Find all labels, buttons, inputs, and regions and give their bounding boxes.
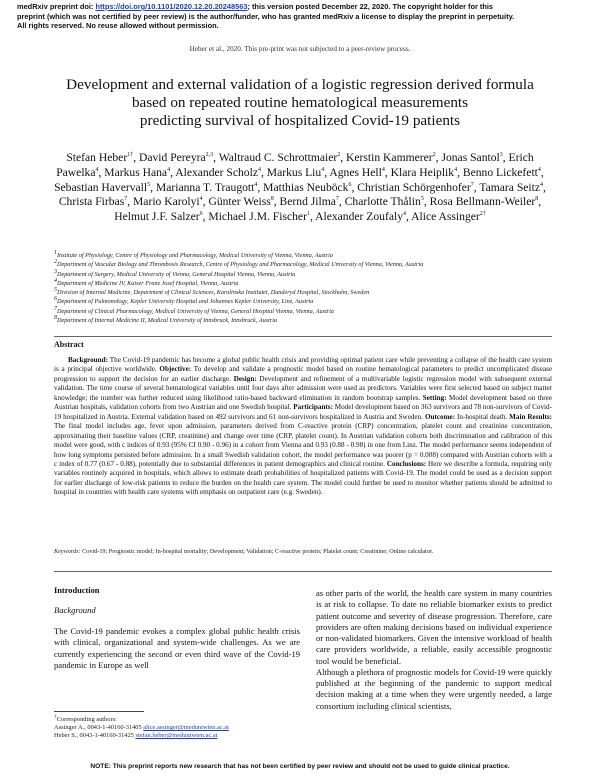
running-header: Heber et al., 2020. This pre-print was not subjected to a peer-review process.	[189, 45, 411, 53]
medrxiv-disclaimer: NOTE: This preprint reports new research that has not been certified by peer review and should not be used to guide clinical practice.	[90, 763, 510, 770]
author-name: Klara Heiplik	[390, 165, 455, 179]
abstract-top-rule	[54, 336, 552, 337]
author: David Pereyra$^{2,3}$,	[138, 151, 219, 164]
author: Benno Lickefett$^4$,	[462, 165, 544, 179]
author-affiliation-marker: 2,3	[205, 152, 214, 159]
author: Bernd Jilma$^7$,	[279, 195, 345, 209]
author: Charlotte Thålin$^5$,	[344, 195, 430, 209]
author-affiliation-marker: 6	[199, 211, 203, 218]
author-affiliation-marker: 4	[254, 181, 258, 188]
keywords-label: Keywords:	[54, 548, 81, 555]
author: Klara Heiplik$^4$,	[390, 165, 463, 179]
author: Matthias Neuböck$^6$,	[263, 180, 358, 194]
right-paragraph-2: Although a plethora of prognostic models for Covid-19 were quickly published at the beginning of the pandemic to support medical decision making at a time when they were urgently needed, a large consortium including clinical scientists,	[316, 666, 552, 711]
preprint-header-line1: medRxiv preprint doi: https://doi.org/10.1101/2020.12.20.20248563; this version posted December 22, 2020. The copyright holder for this	[17, 2, 494, 11]
abstract-section-label: Background:	[68, 356, 108, 364]
author-affiliation-marker: 2	[432, 152, 436, 159]
keywords	[54, 548, 552, 556]
author-name: Charlotte Thålin	[344, 195, 421, 209]
author-affiliation-marker: 7	[335, 196, 339, 203]
author-affiliation-marker: 1†	[127, 152, 134, 159]
author-name: Erich Pawelka	[56, 151, 534, 179]
title-line-3: predicting survival of hospitalized Covid-19 patients	[139, 111, 461, 129]
author-name: Kerstin Kammerer	[346, 151, 433, 164]
footnote-heber: Heber S., 0043-1-40160-31425 stefan.heber@meduniwien.ac.at	[54, 732, 218, 740]
title-line-2: based on repeated routine hematological measurements	[131, 93, 469, 111]
author-affiliation-marker: 6	[348, 181, 352, 188]
author: Christa Firbas$^7$,	[58, 195, 133, 209]
affiliation: $^7$Department of Clinical Pharmacology, Medical University of Vienna, General Hospital Vienna, Vienna, Austria	[54, 305, 334, 315]
author-name: Michael J.M. Fischer	[208, 210, 307, 224]
author-affiliation-marker: 1	[306, 211, 310, 218]
author: Markus Hana$^4$,	[104, 165, 176, 179]
abstract-section-label: Main Results:	[509, 412, 552, 421]
right-paragraph-1: as other parts of the world, the health care system in many countries is at risk to collapse. To date no reliable biomarker exists to predict patient outcome and severity of disease progression. Therefore, care providers are often making decisions based on individual experience or non-validated biomarkers. Given the intensive workload of health care providers worldwide, a reliable, easily accessible prognostic tool would be beneficial.	[316, 588, 552, 666]
abstract-section-text: In-hospital death.	[455, 412, 510, 421]
author-affiliation-marker: 4	[381, 166, 385, 173]
author-affiliation-marker: 4	[199, 196, 203, 203]
abstract-section-text: Model development based on 363 survivors and 78 non-survivors of Covid-19 hospitalized in Austria. External validation based on 492 survivors and 61 non-survivors hospitalized in Austria and Sweden.	[54, 403, 552, 421]
abstract-section-label: Conclusions:	[386, 459, 427, 468]
abstract-section-text: Development and refinement of a multivariable logistic regression model with subsequent external validation. The time course of several hematological variables until four days after admission were used as predictors. Variables were first selected based on subject matter knowledge; the number was further reduced using likelihood ratio-based backward elimination in random bootstrap samples.	[54, 374, 552, 402]
author-affiliation-marker: 7	[124, 196, 128, 203]
affiliation: $^2$Department of Vascular Biology and Thrombosis Research, Centre of Physiology and Pharmacology, Medical University of Vienna, Vienna, Austria	[54, 259, 424, 269]
author-affiliation-marker: 4	[540, 181, 543, 188]
affiliation: $^5$Division of Internal Medicine, Department of Clinical Sciences, Karolinska Institutet, Danderyd Hospital, Stockholm, Sweden	[54, 287, 370, 297]
author: Mario Karolyi$^4$,	[133, 195, 209, 209]
author-name: Günter Weiss	[208, 195, 271, 209]
author-name: Markus Hana	[104, 165, 168, 179]
author-list	[50, 151, 550, 225]
keywords-text: Covid-19; Prognostic model; In-hospital mortality; Development; Validation; C-reactive protein; Platelet count; Creatinine; Online calculator.	[80, 548, 434, 555]
author-name: Christa Firbas	[58, 195, 125, 209]
abstract-section-label: Setting:	[422, 393, 447, 402]
author-name: Matthias Neuböck	[263, 180, 349, 194]
left-column	[54, 586, 300, 671]
footnote-label: †Corresponding authors:	[54, 714, 117, 724]
affiliation: $^4$Department of Medicine IV, Kaiser Franz Josef Hospital, Vienna, Austria	[54, 277, 239, 287]
abstract-section-text: To develop and validate a prognostic model based on routine hematological parameters to predict uncomplicated disease progression to support the decision for an earlier discharge.	[54, 365, 552, 383]
author	[411, 210, 486, 223]
abstract-heading: Abstract	[54, 340, 84, 349]
author-affiliation-marker: 4	[321, 166, 325, 173]
abstract-section-label: Participants:	[293, 403, 333, 412]
preprint-header	[17, 2, 587, 31]
email-link-heber[interactable]: stefan.heber@meduniwien.ac.at	[135, 732, 218, 740]
author-affiliation-marker: 7	[470, 181, 474, 188]
author: Markus Liu$^4$,	[266, 165, 330, 179]
author: Erich Pawelka$^4$,	[56, 151, 534, 179]
author-affiliation-marker: 4	[403, 211, 406, 218]
abstract-section-label: Objective:	[159, 365, 192, 374]
email-link-assinger[interactable]: alice.assinger@meduniwien.ac.at	[143, 724, 229, 732]
affiliation: $^3$Department of Surgery, Medical University of Vienna, General Hospital Vienna, Vienna, Austria	[54, 268, 296, 278]
author-name: Helmut J.F. Salzer	[114, 210, 200, 224]
paper-title	[40, 76, 560, 129]
preprint-header-line2: preprint (which was not certified by peer review) is the author/funder, who has granted medRxiv a license to display the preprint in perpetuity.	[17, 11, 515, 21]
abstract-section-label: Design:	[233, 374, 257, 383]
author-affiliation-marker: 5	[420, 196, 424, 203]
background-heading: Background	[54, 605, 96, 615]
author-affiliation-marker: 8	[535, 196, 539, 203]
author-name: Agnes Hell	[329, 165, 382, 179]
author-affiliation-marker: 4	[167, 166, 171, 173]
abstract-section-text: The final model includes age, fever upon admission, parameters derived from C-reactive protein (CRP) concentration, platelet count and creatinine concentration, approximating their baseline values (CRP, creatinine) and change over time (CRP, platelet count). In Austrian validation cohorts both discrimination and calibration of this model were good, with c indices of 0.93 (95% CI 0.90 - 0.96) in a cohort from Vienna and 0.93 (0.88 - 0.98) in one from Linz. The model performance seems independent of how long symptoms persisted before admission. In a small Swedish validation cohort, the model performance was poorer (p = 0.008) compared with Austrian cohorts with a c index of 0.77 (0.67 - 0.88), potentially due to substantial differences in patient demographics and clinical routine.	[54, 422, 552, 468]
affiliation: $^6$Department of Pulmonology, Kepler University Hospital and Johannes Kepler University, Linz, Austria	[54, 296, 314, 306]
author-name: Markus Liu	[266, 165, 322, 179]
author-name: Benno Lickefett	[462, 165, 538, 179]
author-name: Stefan Heber	[66, 151, 128, 164]
affiliation: $^1$Institute of Physiology, Centre of Physiology and Pharmacology, Medical University of Vienna, Vienna, Austria	[54, 249, 333, 259]
author: Waltraud C. Schrottmaier$^2$,	[218, 151, 347, 164]
right-column	[316, 588, 552, 712]
footnote-rule	[54, 711, 144, 712]
author-affiliation-marker: 3	[499, 152, 503, 159]
introduction-heading: Introduction	[54, 586, 100, 595]
author-name: Tamara Seitz	[479, 180, 540, 194]
author: Tamara Seitz$^4$,	[479, 180, 546, 194]
abstract-section-text: Model development based on three Austrian hospitals, validation cohorts from two Austrian and one Swedish hospital.	[54, 393, 552, 412]
author-name: Bernd Jilma	[279, 195, 336, 209]
author: Jonas Santol$^3$,	[441, 151, 509, 164]
author-name: Waltraud C. Schrottmaier	[218, 151, 338, 164]
corresponding-authors-footnote	[54, 713, 314, 740]
author-name: Mario Karolyi	[133, 195, 200, 209]
author-affiliation-marker: 5	[147, 181, 151, 188]
abstract-bottom-rule	[54, 571, 552, 572]
abstract-body	[54, 356, 552, 498]
author-affiliation-marker: 4	[454, 166, 458, 173]
author: Michael J.M. Fischer$^1$,	[208, 210, 316, 224]
author-affiliation-marker: 2	[337, 152, 341, 159]
author-affiliation-marker: 2†	[479, 211, 486, 218]
author-affiliation-marker: 4	[537, 166, 541, 173]
author-affiliation-marker: 8	[270, 196, 274, 203]
author: Agnes Hell$^4$,	[329, 165, 391, 179]
author: Günter Weiss$^8$,	[208, 195, 280, 209]
author-name: Rosa Bellmann-Weiler	[429, 195, 536, 209]
author: Alexander Zoufaly$^4$,	[315, 210, 412, 224]
author: Kerstin Kammerer$^2$,	[346, 151, 442, 164]
author-name: Christian Schörgenhofer	[357, 180, 471, 194]
author-name: Sebastian Havervall	[54, 180, 148, 194]
author: Christian Schörgenhofer$^7$,	[357, 180, 480, 194]
author-name: David Pereyra	[138, 151, 206, 164]
author: Marianna T. Traugott$^4$,	[155, 180, 264, 194]
abstract-section-text: The Covid-19 pandemic has become a global public health crisis and providing optimal patient care while preventing a collapse of the health care system is a principal objective worldwide.	[54, 356, 552, 374]
author-name: Alexander Zoufaly	[315, 210, 403, 224]
author-name: Alice Assinger	[411, 210, 480, 224]
author-affiliation-marker: 4	[95, 166, 99, 173]
author: Alexander Scholz$^4$,	[175, 165, 267, 179]
author-name: Jonas Santol	[441, 151, 500, 164]
author-name: Marianna T. Traugott	[155, 180, 255, 194]
left-paragraph: The Covid-19 pandemic evokes a complex global public health crisis with clinical, organizational and system-wide challenges. As we are currently experiencing the second or even third wave of the Covid-19 pandemic in Europe as well	[54, 626, 300, 670]
title-line-1: Development and external validation of a logistic regression derived formula	[66, 76, 534, 93]
author-affiliation-marker: 4	[257, 166, 261, 173]
abstract-section-text: Here we describe a formula, requiring only variables routinely acquired in hospitals, which allows to estimate death probabilities of hospitalized patients with Covid-19. The model could be used as a decision support for earlier discharge of low-risk patients to reduce the burden on the health care system. The model could further be used to monitor whether patients should be admitted to hospital in countries with health care systems with emphasis on outpatient care (e.g. Sweden).	[54, 459, 552, 497]
author: Rosa Bellmann-Weiler$^8$,	[429, 195, 542, 209]
abstract-section-label: Outcome:	[424, 412, 456, 421]
author: Sebastian Havervall$^5$,	[54, 180, 156, 194]
affiliation-list	[54, 251, 554, 325]
affiliation: $^8$Department of Internal Medicine II, Medical University of Innsbruck, Innsbruck, Austria	[54, 315, 278, 325]
footnote-assinger: Assinger A., 0043-1-40160-31405 alice.assinger@meduniwien.ac.at	[54, 724, 229, 732]
author: Stefan Heber$^{1\dagger}$,	[66, 151, 139, 164]
author-name: Alexander Scholz	[175, 165, 258, 179]
doi-link[interactable]: https://doi.org/10.1101/2020.12.20.20248563	[95, 2, 248, 11]
author: Helmut J.F. Salzer$^6$,	[114, 210, 209, 224]
preprint-header-line3: All rights reserved. No reuse allowed without permission.	[17, 21, 219, 31]
